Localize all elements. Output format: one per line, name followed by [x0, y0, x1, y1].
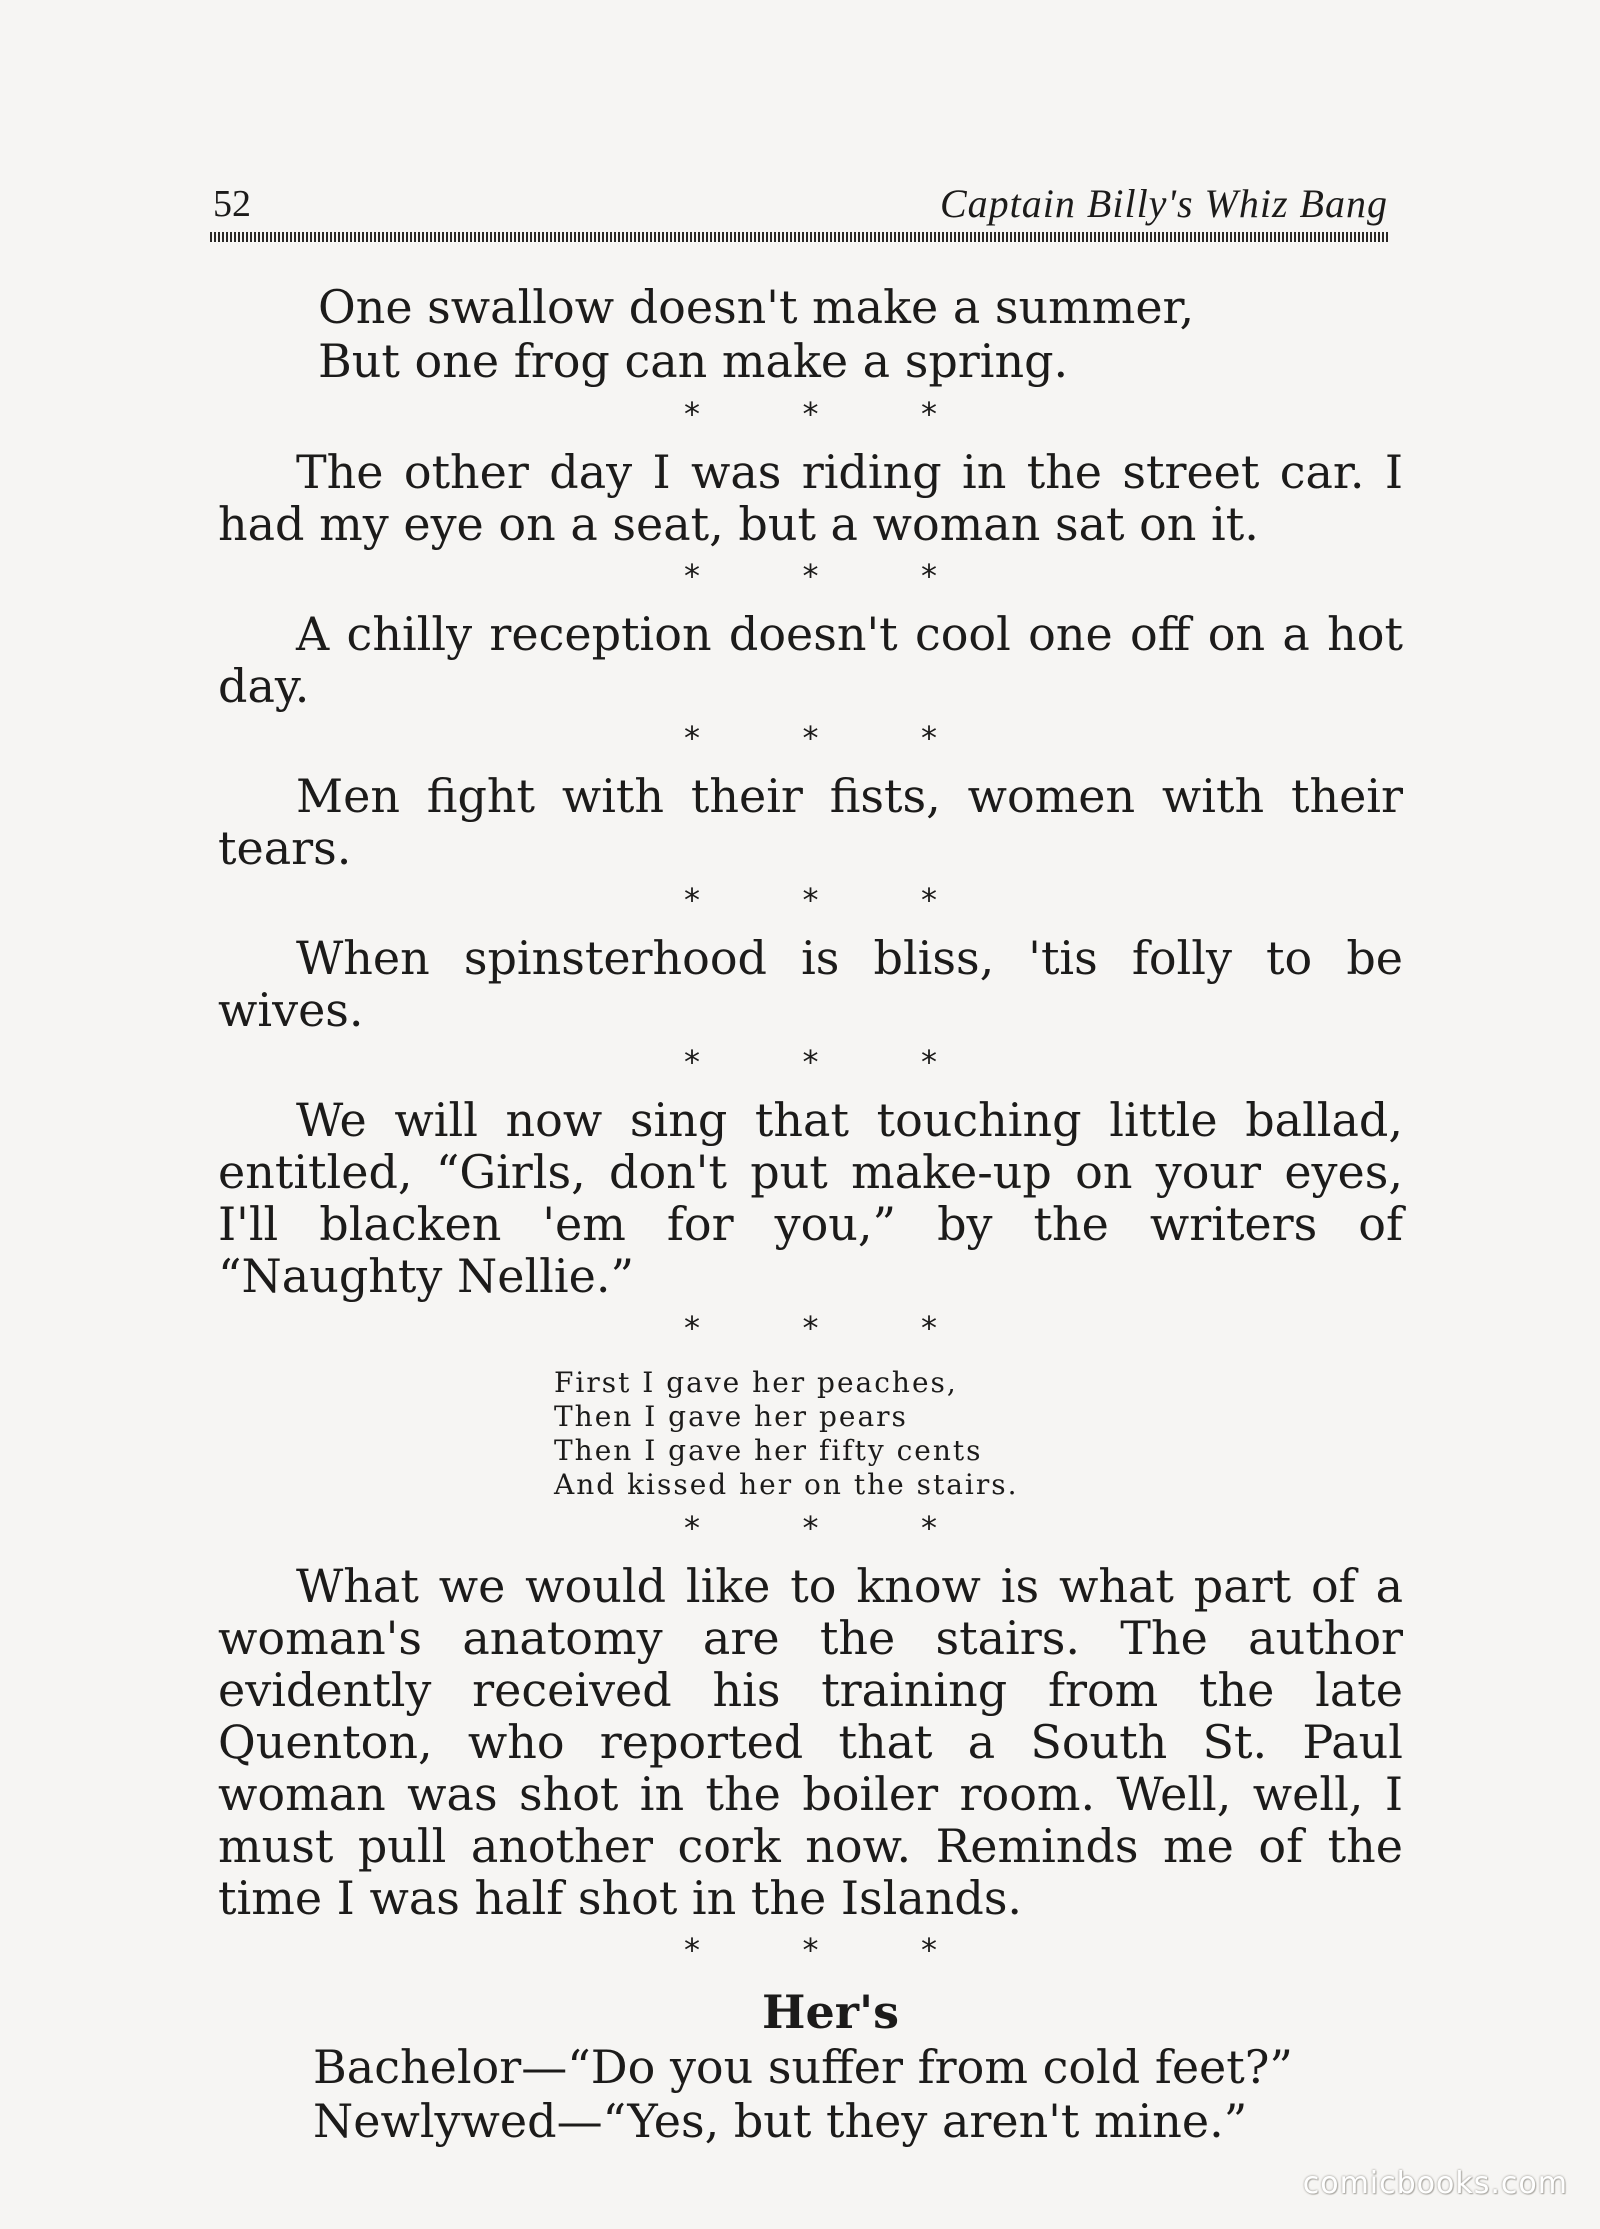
- poem: [218, 1366, 1403, 1502]
- closing-paragraph: What we would like to know is what part of a woman's anatomy are the stairs. The author evidently received his training from the late Quenton, who reported that a South St. Paul woman was shot in the boiler room. Well, well, I must pull another cork now. Reminds me of the time I was half shot in the Islands.: [218, 1559, 1403, 1925]
- separator: * * *: [682, 1931, 979, 1969]
- header-rule: [210, 232, 1390, 242]
- joke-line: Bachelor—“Do you suffer from cold feet?”: [313, 2040, 1293, 2094]
- opening-verse: [218, 280, 1403, 388]
- separator: * * *: [682, 1043, 979, 1081]
- separator: * * *: [682, 557, 979, 595]
- poem-line: Then I gave her pears: [554, 1400, 908, 1433]
- separator: * * *: [682, 881, 979, 919]
- poem-line: Then I gave her fifty cents: [554, 1434, 983, 1467]
- verse-line: One swallow doesn't make a summer,: [318, 280, 1195, 334]
- separator: * * *: [682, 395, 979, 433]
- paragraph: Men fight with their fists, women with their tears.: [218, 769, 1403, 875]
- joke-line: Newlywed—“Yes, but they aren't mine.”: [313, 2094, 1248, 2148]
- page-header: [213, 174, 1388, 230]
- separator: * * *: [682, 1509, 979, 1547]
- poem-line: First I gave her peaches,: [554, 1366, 958, 1399]
- separator: * * *: [682, 1309, 979, 1347]
- verse-line: But one frog can make a spring.: [318, 334, 1069, 388]
- page-number: 52: [213, 183, 251, 225]
- paragraph: The other day I was riding in the street car. I had my eye on a seat, but a woman sat on it.: [218, 445, 1403, 551]
- poem-line: And kissed her on the stairs.: [554, 1468, 1019, 1501]
- separator: * * *: [682, 719, 979, 757]
- watermark: comicbooks.com: [1302, 2166, 1568, 2201]
- running-title: Captain Billy's Whiz Bang: [940, 181, 1388, 226]
- joke-heading: Her's: [762, 1985, 899, 2039]
- paragraph: A chilly reception doesn't cool one off on a hot day.: [218, 607, 1403, 713]
- page-content: [218, 280, 1403, 2148]
- paragraph: We will now sing that touching little ballad, entitled, “Girls, don't put make-up on your eyes, I'll blacken 'em for you,” by the writers of “Naughty Nellie.”: [218, 1093, 1403, 1303]
- paragraph: When spinsterhood is bliss, 'tis folly to be wives.: [218, 931, 1403, 1037]
